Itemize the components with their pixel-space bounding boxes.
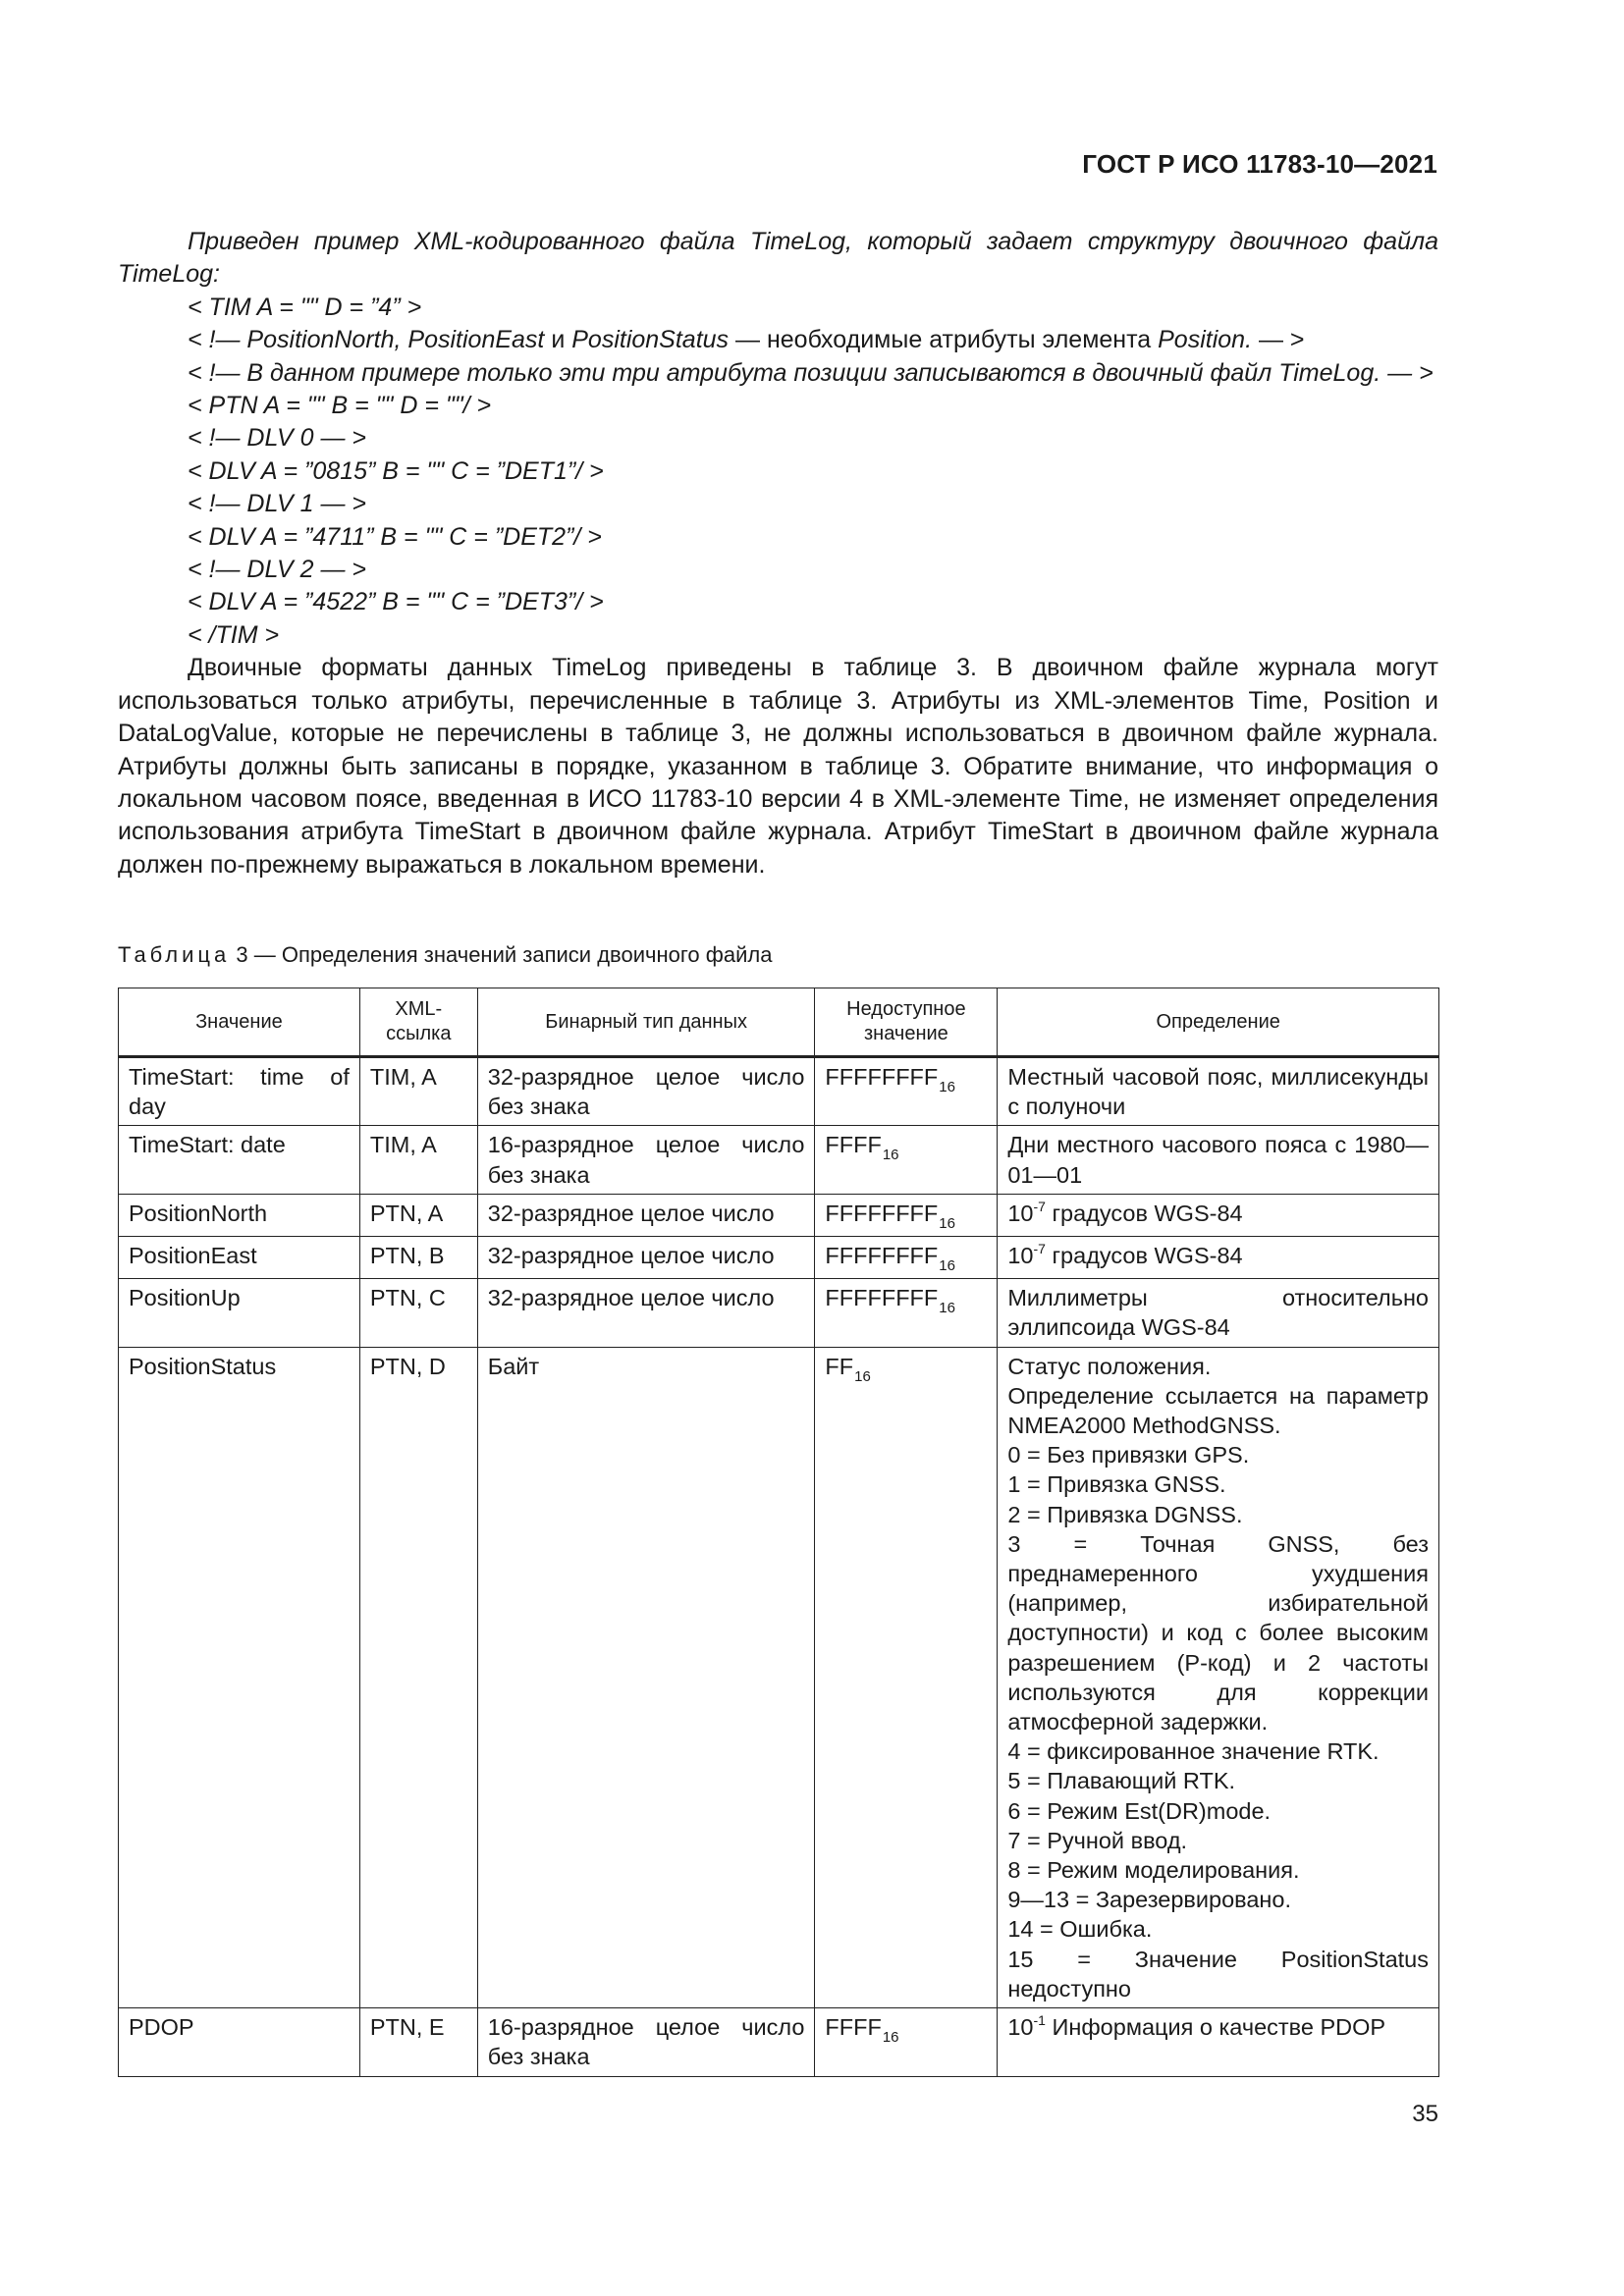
cell-xml: PTN, C (359, 1279, 477, 1347)
status-line: 0 = Без привязки GPS. (1007, 1442, 1250, 1468)
cell-na: $FFFFFFFF_{16}$ (815, 1237, 998, 1279)
xml-line: < !— В данном примере только эти три атрибута позиции записываются в двоичный файл TimeLog. — > (188, 358, 1434, 387)
cell-type: 16-разрядное целое число без знака (477, 1126, 815, 1194)
xml-line: < !— DLV 2 — > (188, 556, 367, 584)
cell-definition (998, 1347, 1439, 2007)
cell-value: PDOP (119, 2008, 360, 2076)
cell-value: PositionUp (119, 1279, 360, 1347)
xml-line: < DLV A = ”4522” B = "" C = ”DET3”/ > (188, 588, 604, 616)
cell-xml: PTN, E (359, 2008, 477, 2076)
cell-definition: Местный часовой пояс, миллисекунды с полуночи (998, 1057, 1439, 1126)
table-row (119, 1126, 1439, 1194)
cell-type: 32-разрядное целое число (477, 1279, 815, 1347)
status-line: 1 = Привязка GNSS. (1007, 1471, 1226, 1498)
cell-definition: Дни местного часового пояса с 1980—01—01 (998, 1126, 1439, 1194)
xml-comment-line: < !— PositionNorth, PositionEast и PositionStatus — необходимые атрибуты элемента Position. — > (188, 326, 1305, 354)
table-caption-title: 3 — Определения значений записи двоичного файла (236, 942, 773, 967)
cell-value: TimeStart: time of day (119, 1057, 360, 1126)
cell-na: $FFFFFFFF_{16}$ (815, 1057, 998, 1126)
xml-line: < DLV A = ”0815” B = "" C = ”DET1”/ > (188, 456, 604, 485)
status-line: 9—13 = Зарезервировано. (1007, 1887, 1292, 1913)
table-row (119, 1194, 1439, 1236)
xml-line: < TIM A = "" D = ”4” > (188, 293, 422, 321)
cell-na: $FFFF_{16}$ (815, 2008, 998, 2076)
xml-line: < PTN A = "" B = "" D = ""/ > (188, 392, 492, 420)
cell-definition: $10^{-7}$ градусов WGS-84 (998, 1194, 1439, 1236)
cell-xml: TIM, A (359, 1126, 477, 1194)
binary-record-table (118, 988, 1439, 2077)
table-row (119, 2008, 1439, 2076)
status-line: Статус положения. (1007, 1353, 1212, 1379)
header-value: Значение (119, 988, 360, 1057)
header-xml-ref: XML-ссылка (359, 988, 477, 1057)
cell-type: 32-разрядное целое число (477, 1237, 815, 1279)
cell-xml: TIM, A (359, 1057, 477, 1126)
status-line: 3 = Точная GNSS, без преднамеренного ухудшения (например, избирательной доступности) и код с более высоким разрешением (P-код) и 2 частоты используются для коррекции атмосферной задержки. (1007, 1530, 1429, 1735)
header-not-available: Недоступное значение (815, 988, 998, 1057)
cell-value: PositionStatus (119, 1347, 360, 2007)
cell-na: $FFFF_{16}$ (815, 1126, 998, 1194)
cell-xml: PTN, A (359, 1194, 477, 1236)
status-line: 4 = фиксированное значение RTK. (1007, 1738, 1380, 1765)
table-header-row (119, 988, 1439, 1057)
header-definition: Определение (998, 988, 1439, 1057)
cell-value: TimeStart: date (119, 1126, 360, 1194)
cell-na: $FF_{16}$ (815, 1347, 998, 2007)
cell-definition: Миллиметры относительно эллипсоида WGS-84 (998, 1279, 1439, 1347)
cell-definition: $10^{-1}$ Информация о качестве PDOP (998, 2008, 1439, 2076)
cell-value: PositionEast (119, 1237, 360, 1279)
xml-line: < /TIM > (188, 620, 280, 649)
status-line: 2 = Привязка DGNSS. (1007, 1501, 1243, 1527)
status-line: 5 = Плавающий RTK. (1007, 1768, 1236, 1794)
cell-type: 32-разрядное целое число без знака (477, 1057, 815, 1126)
table-row (119, 1279, 1439, 1347)
cell-definition: $10^{-7}$ градусов WGS-84 (998, 1237, 1439, 1279)
description-paragraph: Двоичные форматы данных TimeLog приведены в таблице 3. В двоичном файле журнала могут использоваться только атрибуты, перечисленные в таблице 3. Атрибуты из XML-элементов Time, Position и DataLogValue, которые не перечислены в таблице 3, не должны использоваться в двоичном файле журнала. Атрибуты должны быть записаны в порядке, указанном в таблице 3. Обратите внимание, что информация о локальном часовом поясе, введенная в ИСО 11783-10 версии 4 в XML-элементе Time, не изменяет определения использования атрибута TimeStart в двоичном файле журнала. Атрибут TimeStart в двоичном файле журнала должен по-прежнему выражаться в локальном времени. (118, 654, 1438, 879)
cell-type: Байт (477, 1347, 815, 2007)
intro-paragraph: Приведен пример XML-кодированного файла TimeLog, который задает структуру двоичного файла TimeLog: (118, 228, 1438, 289)
xml-line: < DLV A = ”4711” B = "" C = ”DET2”/ > (188, 522, 602, 551)
status-line: 7 = Ручной ввод. (1007, 1827, 1188, 1853)
table-row (119, 1347, 1439, 2007)
cell-type: 16-разрядное целое число без знака (477, 2008, 815, 2076)
xml-line: < !— DLV 0 — > (188, 424, 367, 453)
body-text (118, 226, 1438, 881)
status-line: 6 = Режим Est(DR)mode. (1007, 1797, 1272, 1824)
header-binary-type: Бинарный тип данных (477, 988, 815, 1057)
table-row (119, 1237, 1439, 1279)
cell-xml: PTN, D (359, 1347, 477, 2007)
cell-type: 32-разрядное целое число (477, 1194, 815, 1236)
xml-line: < !— DLV 1 — > (188, 490, 367, 518)
table-row (119, 1057, 1439, 1126)
table-caption (118, 942, 1438, 968)
status-line: 15 = Значение PositionStatus недоступно (1007, 1946, 1429, 2002)
document-header: ГОСТ Р ИСО 11783-10—2021 (1082, 149, 1437, 179)
status-line: 14 = Ошибка. (1007, 1916, 1153, 1943)
table-caption-word: Таблица (118, 942, 231, 967)
cell-value: PositionNorth (119, 1194, 360, 1236)
cell-xml: PTN, B (359, 1237, 477, 1279)
status-line: 8 = Режим моделирования. (1007, 1857, 1300, 1884)
cell-na: $FFFFFFFF_{16}$ (815, 1279, 998, 1347)
page-number: 35 (1412, 2101, 1438, 2127)
status-line: Определение ссылается на параметр NMEA2000 MethodGNSS. (1007, 1382, 1429, 1439)
cell-na: $FFFFFFFF_{16}$ (815, 1194, 998, 1236)
